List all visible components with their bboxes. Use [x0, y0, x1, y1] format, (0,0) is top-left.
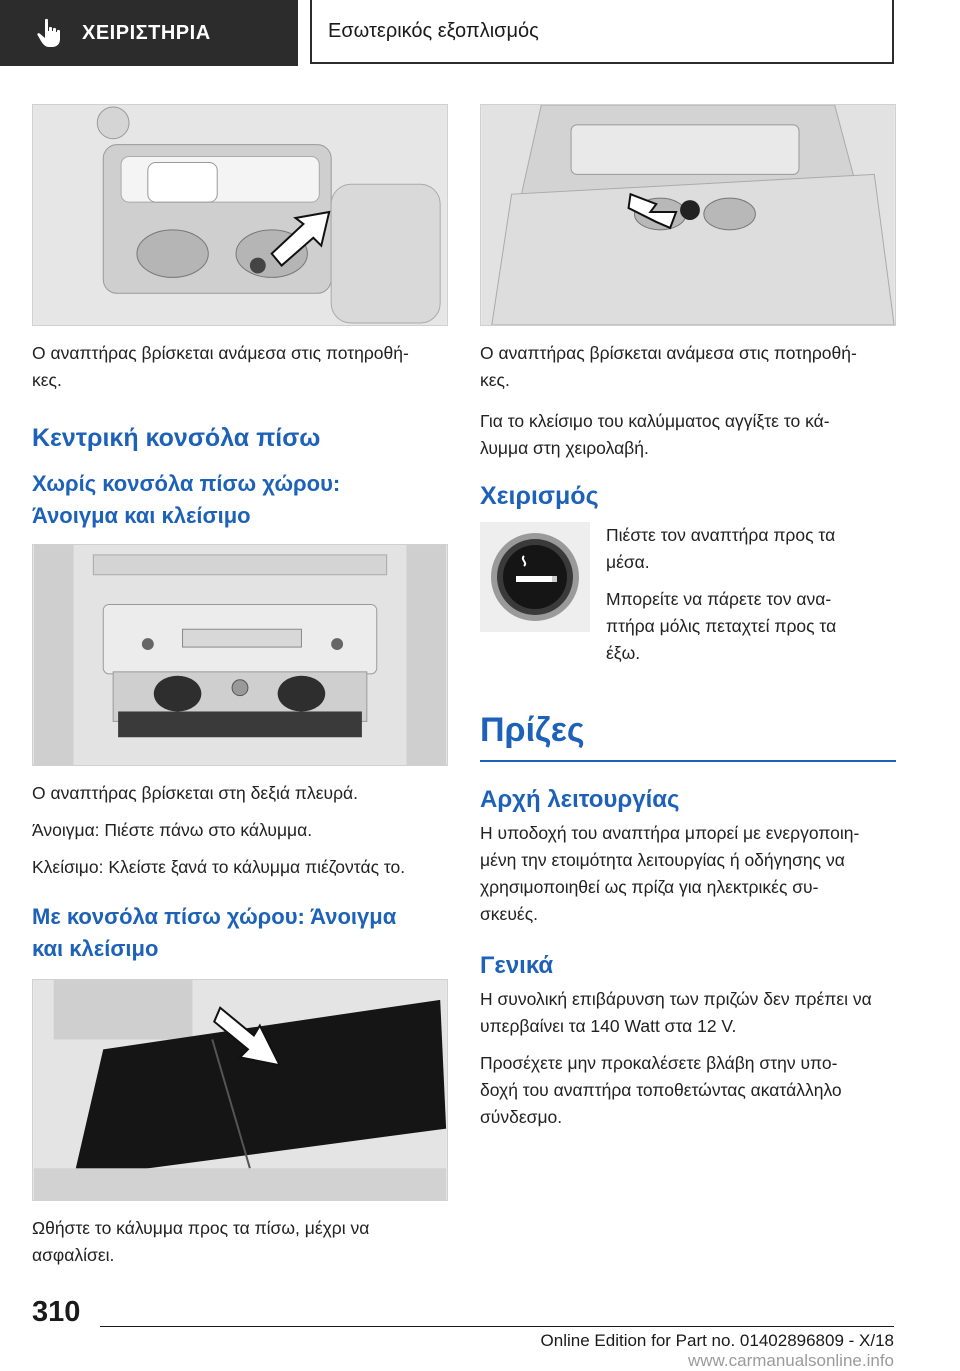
heading-sockets: Πρίζες — [480, 711, 896, 762]
hand-pointer-icon — [36, 18, 62, 48]
heading-with-rear-console: Με κονσόλα πίσω χώρου: Άνοιγμα και κλείσιμο — [32, 904, 397, 961]
footer-edition — [478, 1331, 894, 1371]
right-column — [480, 104, 896, 1141]
caption-right-side: Ο αναπτήρας βρίσκεται στη δεξιά πλευρά. — [32, 783, 359, 803]
chapter-tab[interactable] — [310, 0, 894, 64]
left-column — [32, 104, 448, 1279]
figure-console-cover — [32, 979, 448, 1201]
text-general-load: Η συνολική επιβάρυνση των πριζών δεν πρέπει να υπερβαίνει τα 140 Watt στα 12 V. — [480, 989, 872, 1036]
footer-divider — [100, 1326, 894, 1327]
edition-text: Online Edition for Part no. 01402896809 - X/18 — [540, 1331, 894, 1350]
console-cover-illustration — [33, 980, 447, 1200]
heading-operation: Χειρισμός — [480, 482, 599, 510]
heading-without-rear-console: Χωρίς κονσόλα πίσω χώρου: Άνοιγμα και κλείσιμο — [32, 471, 341, 528]
figure-front-cupholders — [32, 104, 448, 326]
caption-front-lighter: Ο αναπτήρας βρίσκεται ανάμεσα στις ποτηροθή- κες. — [32, 343, 409, 390]
rear-console-illustration — [33, 545, 447, 765]
lighter-button-icon — [480, 522, 590, 632]
caption-rear-lighter: Ο αναπτήρας βρίσκεται ανάμεσα στις ποτηροθή- κες. — [480, 343, 857, 390]
text-general-caution: Προσέχετε μην προκαλέσετε βλάβη στην υπο- δοχή του αναπτήρα τοποθετώντας ακατάλληλο σύνδεσμο. — [480, 1053, 842, 1127]
section-title: ΧΕΙΡΙΣΤΗΡΙΑ — [82, 21, 211, 44]
heading-principle: Αρχή λειτουργίας — [480, 786, 680, 813]
rear-cupholder-illustration — [481, 105, 895, 325]
section-tab[interactable] — [0, 0, 298, 66]
page-number: 310 — [32, 1296, 81, 1328]
figure-rear-console-open — [32, 544, 448, 766]
heading-rear-console: Κεντρική κονσόλα πίσω — [32, 424, 321, 452]
chapter-title: Εσωτερικός εξοπλισμός — [328, 19, 539, 42]
text-press-lighter: Πιέστε τον αναπτήρα προς τα μέσα. — [606, 525, 836, 572]
text-cover-close: Για το κλείσιμο του καλύμματος αγγίξτε το κά- λυμμα στη χειρολαβή. — [480, 411, 830, 458]
operation-block — [480, 522, 896, 677]
text-principle: Η υποδοχή του αναπτήρα μπορεί με ενεργοποιη- μένη την ετοιμότητα λειτουργίας ή οδήγησης να χρησιμοποιηθεί ως πρίζα για ηλεκτρικές συ- σκευές. — [480, 823, 860, 924]
caption-push-cover: Ωθήστε το κάλυμμα προς τα πίσω, μέχρι να ασφαλίσει. — [32, 1218, 370, 1265]
page-header — [0, 0, 960, 66]
text-take-lighter: Μπορείτε να πάρετε τον ανα- πτήρα μόλις πεταχτεί προς τα έξω. — [606, 589, 837, 663]
cupholder-lighter-illustration — [33, 105, 447, 325]
text-close-instruction: Κλείσιμο: Κλείστε ξανά το κάλυμμα πιέζοντάς το. — [32, 857, 406, 877]
heading-general: Γενικά — [480, 952, 554, 979]
text-open-instruction: Άνοιγμα: Πιέστε πάνω στο κάλυμμα. — [32, 820, 313, 840]
watermark-text[interactable]: www.carmanualsonline.info — [688, 1351, 894, 1370]
figure-rear-cupholders — [480, 104, 896, 326]
